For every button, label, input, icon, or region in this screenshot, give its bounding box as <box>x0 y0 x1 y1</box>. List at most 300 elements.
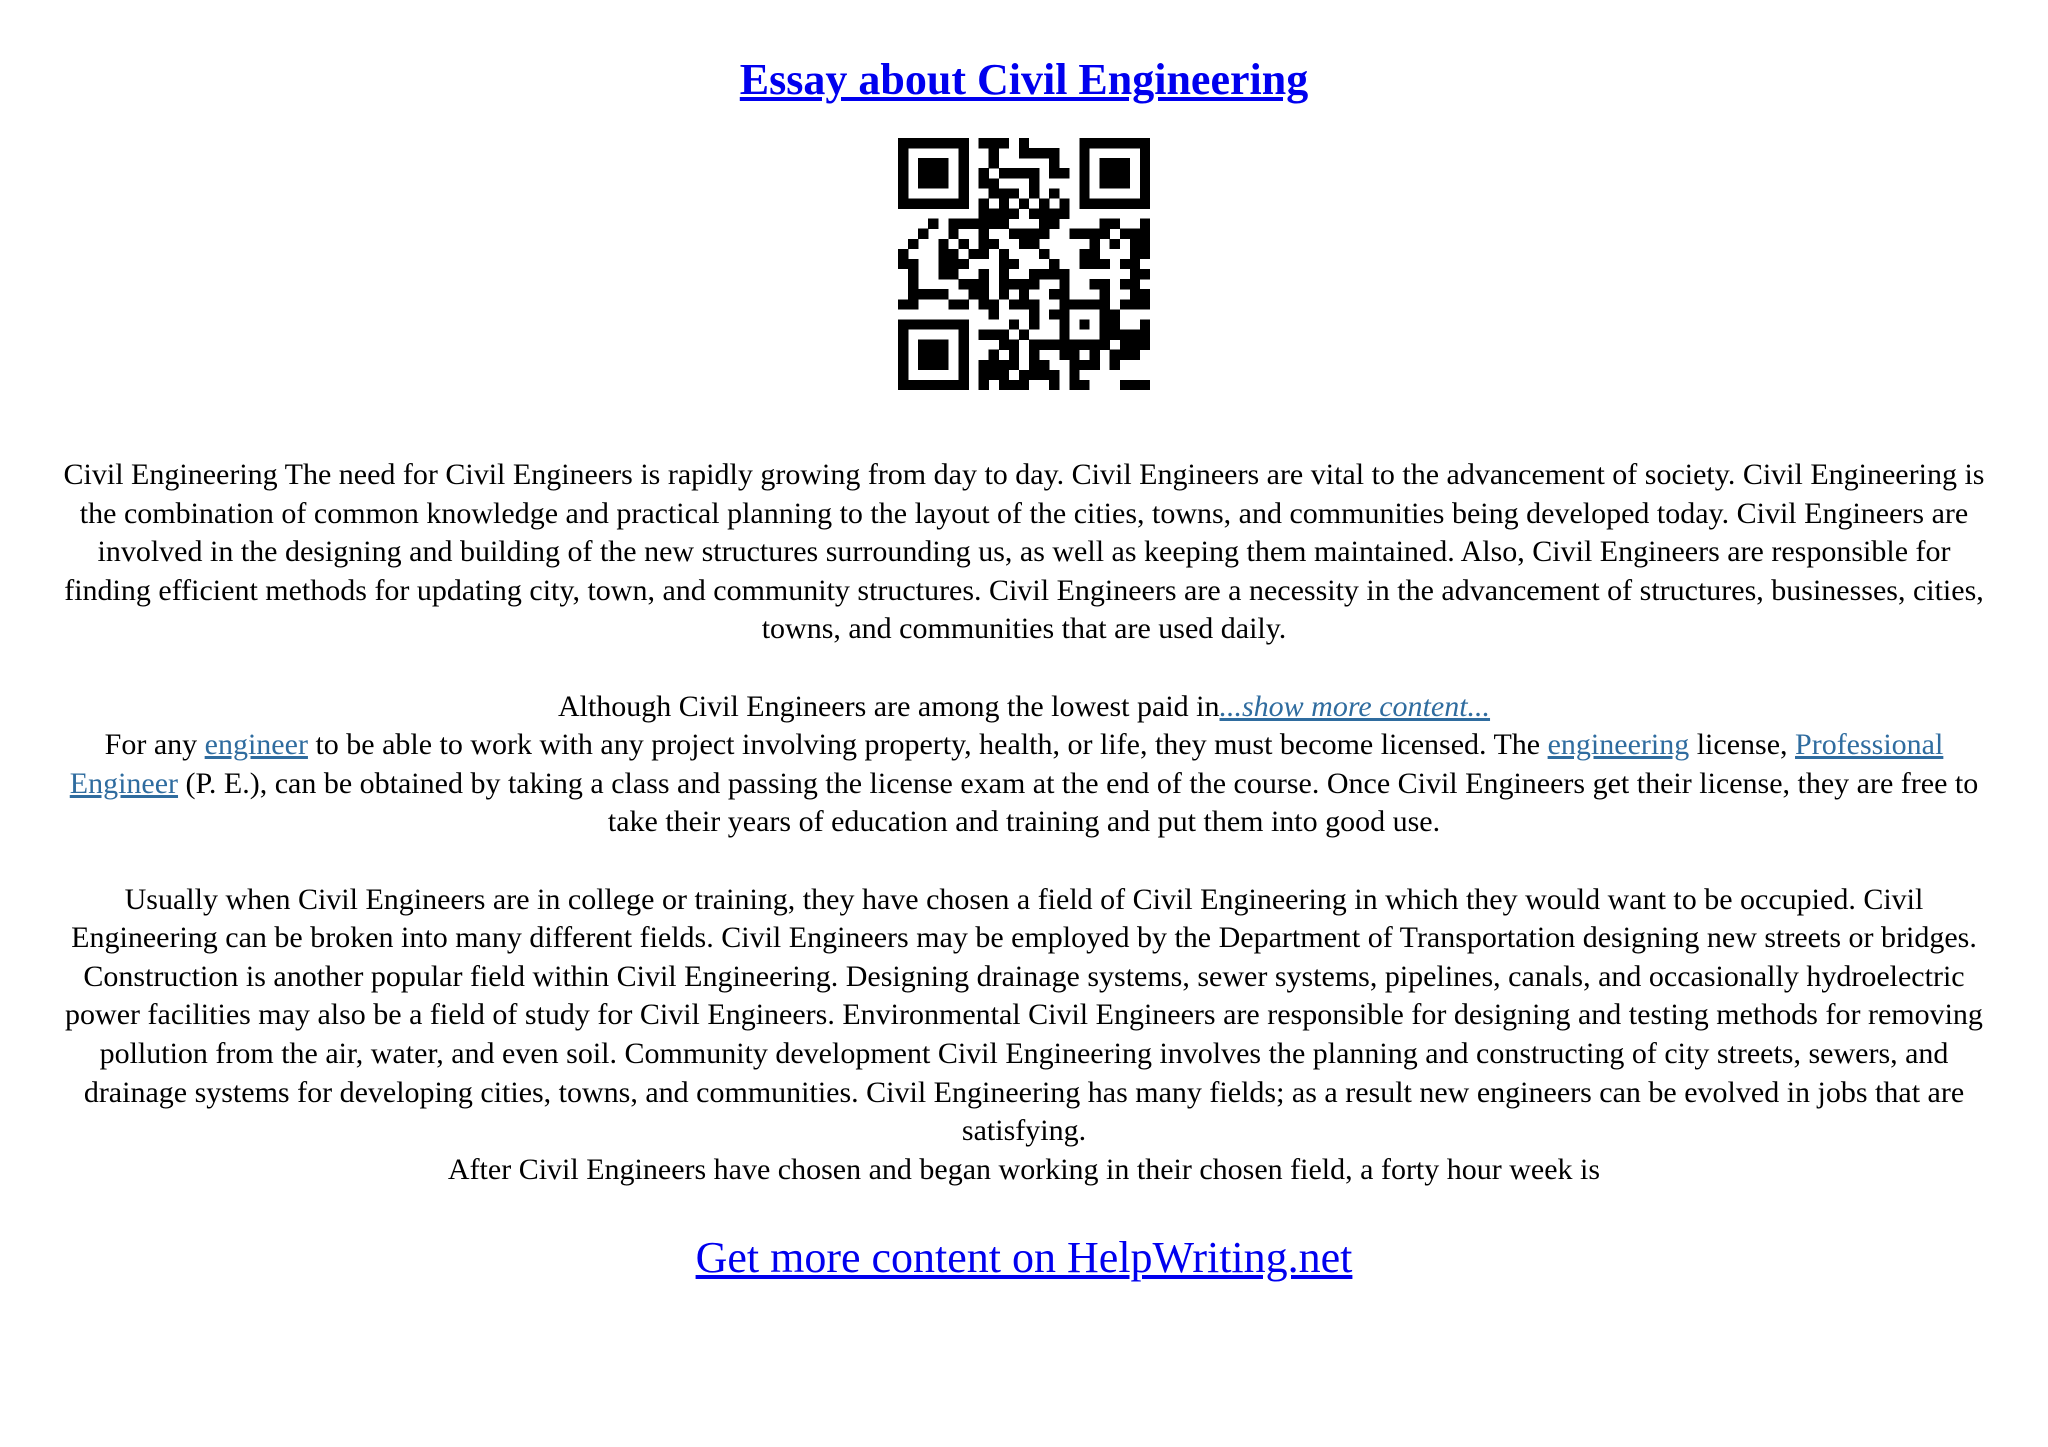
qr-module <box>989 158 999 168</box>
paragraph-gap <box>52 649 1996 688</box>
qr-module <box>989 148 999 158</box>
show-more-link[interactable]: ...show more content... <box>1219 689 1491 723</box>
qr-module <box>1140 239 1150 249</box>
qr-module <box>1100 158 1110 168</box>
qr-module <box>999 209 1009 219</box>
qr-module <box>989 188 999 198</box>
qr-module <box>1130 279 1140 289</box>
qr-module <box>1029 168 1039 178</box>
qr-module <box>989 330 999 340</box>
qr-module <box>918 229 928 239</box>
qr-module <box>908 138 918 148</box>
qr-module <box>1079 148 1089 158</box>
qr-module <box>928 289 938 299</box>
qr-module <box>1130 259 1140 269</box>
qr-module <box>969 219 979 229</box>
qr-module <box>1009 340 1019 350</box>
qr-module <box>1110 309 1120 319</box>
qr-module <box>979 360 989 370</box>
qr-module <box>928 319 938 329</box>
qr-module <box>1090 198 1100 208</box>
qr-module <box>1110 219 1120 229</box>
qr-module <box>958 188 968 198</box>
qr-module <box>1100 229 1110 239</box>
qr-module <box>1090 239 1100 249</box>
license-text-1: For any <box>104 728 205 762</box>
qr-module <box>999 259 1009 269</box>
qr-module <box>999 340 1009 350</box>
qr-module <box>1120 158 1130 168</box>
qr-module <box>898 158 908 168</box>
qr-module <box>938 158 948 168</box>
qr-module <box>1079 138 1089 148</box>
qr-module <box>1059 330 1069 340</box>
qr-module <box>1029 340 1039 350</box>
qr-module <box>908 380 918 390</box>
qr-module <box>1079 178 1089 188</box>
qr-module <box>999 360 1009 370</box>
qr-module <box>938 198 948 208</box>
qr-module <box>1059 168 1069 178</box>
qr-module <box>989 178 999 188</box>
qr-module <box>958 148 968 158</box>
qr-module <box>1059 209 1069 219</box>
qr-module <box>1140 249 1150 259</box>
qr-module <box>1100 340 1110 350</box>
qr-module <box>938 380 948 390</box>
qr-module <box>1120 330 1130 340</box>
qr-module <box>898 299 908 309</box>
qr-module <box>1110 138 1120 148</box>
qr-module <box>1059 279 1069 289</box>
qr-module <box>1069 340 1079 350</box>
qr-module <box>928 350 938 360</box>
qr-module <box>918 340 928 350</box>
qr-module <box>1029 269 1039 279</box>
qr-module <box>1019 138 1029 148</box>
qr-module <box>948 299 958 309</box>
qr-module <box>1100 259 1110 269</box>
qr-module <box>1090 340 1100 350</box>
qr-module <box>958 239 968 249</box>
qr-module <box>1120 350 1130 360</box>
qr-module <box>948 319 958 329</box>
qr-module <box>898 370 908 380</box>
license-text-4: (P. E.), can be obtained by taking a class and passing the license exam at the end of the course. Once Civil Engineers get their license, they are free to take their years of education and training and put them into good use. <box>178 766 1979 839</box>
qr-module <box>1029 360 1039 370</box>
qr-module <box>1130 330 1140 340</box>
qr-module <box>1079 198 1089 208</box>
qr-module <box>979 330 989 340</box>
qr-module <box>1130 198 1140 208</box>
qr-module <box>1079 249 1089 259</box>
qr-module <box>1069 370 1079 380</box>
get-more-content-link[interactable]: Get more content on HelpWriting.net <box>695 1233 1353 1282</box>
qr-module <box>918 138 928 148</box>
qr-module <box>979 299 989 309</box>
qr-module <box>948 380 958 390</box>
qr-module <box>1019 148 1029 158</box>
qr-module <box>1100 299 1110 309</box>
qr-module <box>958 138 968 148</box>
qr-module <box>1009 319 1019 329</box>
qr-module <box>898 138 908 148</box>
qr-module <box>1100 289 1110 299</box>
qr-module <box>1140 340 1150 350</box>
qr-module <box>938 138 948 148</box>
qr-module <box>958 299 968 309</box>
qr-module <box>979 198 989 208</box>
qr-module <box>898 380 908 390</box>
qr-module <box>1130 138 1140 148</box>
qr-module <box>999 380 1009 390</box>
qr-module <box>898 198 908 208</box>
qr-module <box>989 299 999 309</box>
qr-module <box>948 198 958 208</box>
qr-code-icon <box>898 138 1150 390</box>
qr-module <box>1079 299 1089 309</box>
qr-module <box>1049 209 1059 219</box>
qr-module <box>1029 299 1039 309</box>
qr-module <box>1039 249 1049 259</box>
essay-body <box>52 456 1996 1189</box>
qr-module <box>1009 168 1019 178</box>
qr-module <box>1029 209 1039 219</box>
qr-module <box>979 370 989 380</box>
qr-module <box>1049 188 1059 198</box>
qr-module <box>1059 198 1069 208</box>
qr-module <box>958 198 968 208</box>
qr-module <box>898 340 908 350</box>
qr-module <box>928 380 938 390</box>
qr-module <box>948 259 958 269</box>
qr-module <box>1039 219 1049 229</box>
qr-module <box>1039 340 1049 350</box>
qr-module <box>1009 209 1019 219</box>
qr-module <box>1120 299 1130 309</box>
qr-module <box>1029 279 1039 289</box>
qr-module <box>1009 360 1019 370</box>
qr-module <box>1130 229 1140 239</box>
qr-module <box>1049 168 1059 178</box>
qr-module <box>1140 168 1150 178</box>
qr-module <box>1009 350 1019 360</box>
qr-module <box>928 340 938 350</box>
paragraph-work-week: After Civil Engineers have chosen and began working in their chosen field, a forty hour week is <box>447 1152 1601 1186</box>
qr-module <box>1110 239 1120 249</box>
qr-module <box>928 138 938 148</box>
qr-module <box>979 249 989 259</box>
qr-module <box>979 269 989 279</box>
qr-module <box>1100 198 1110 208</box>
qr-module <box>999 289 1009 299</box>
qr-module <box>928 360 938 370</box>
qr-module <box>1019 239 1029 249</box>
qr-module <box>1100 319 1110 329</box>
qr-module <box>1090 259 1100 269</box>
qr-module <box>898 259 908 269</box>
qr-module <box>1090 138 1100 148</box>
qr-module <box>938 350 948 360</box>
qr-module <box>938 289 948 299</box>
qr-module <box>1029 319 1039 329</box>
qr-module <box>1009 259 1019 269</box>
qr-module <box>1140 299 1150 309</box>
qr-module <box>1009 279 1019 289</box>
qr-module <box>958 360 968 370</box>
qr-module <box>1110 360 1120 370</box>
qr-module <box>1019 330 1029 340</box>
qr-module <box>1049 380 1059 390</box>
professional-engineer-link[interactable]: Professional Engineer <box>69 728 1944 800</box>
qr-module <box>898 360 908 370</box>
qr-module <box>1029 229 1039 239</box>
qr-module <box>969 289 979 299</box>
qr-module <box>938 239 948 249</box>
qr-module <box>1100 168 1110 178</box>
qr-module <box>928 168 938 178</box>
qr-module <box>1079 168 1089 178</box>
qr-module <box>1019 279 1029 289</box>
qr-module <box>1029 178 1039 188</box>
qr-module <box>908 299 918 309</box>
qr-module <box>999 188 1009 198</box>
qr-module <box>1069 360 1079 370</box>
qr-module <box>958 370 968 380</box>
qr-module <box>1130 380 1140 390</box>
qr-module <box>898 350 908 360</box>
qr-module <box>1120 229 1130 239</box>
qr-module <box>918 289 928 299</box>
qr-module <box>1100 178 1110 188</box>
qr-module <box>979 239 989 249</box>
qr-module <box>948 249 958 259</box>
qr-module <box>1120 340 1130 350</box>
qr-module <box>1140 198 1150 208</box>
qr-module <box>1140 289 1150 299</box>
qr-module <box>1140 219 1150 229</box>
qr-module <box>989 138 999 148</box>
qr-module <box>928 178 938 188</box>
qr-module <box>958 319 968 329</box>
qr-module <box>1140 319 1150 329</box>
qr-module <box>938 319 948 329</box>
qr-module <box>908 279 918 289</box>
qr-module <box>1120 259 1130 269</box>
qr-module <box>1100 309 1110 319</box>
qr-module <box>908 259 918 269</box>
qr-module <box>948 219 958 229</box>
qr-module <box>938 340 948 350</box>
qr-module <box>999 168 1009 178</box>
qr-module <box>1120 138 1130 148</box>
qr-module <box>1019 198 1029 208</box>
qr-module <box>1049 259 1059 269</box>
qr-module <box>958 330 968 340</box>
qr-module <box>928 219 938 229</box>
qr-module <box>958 350 968 360</box>
qr-module <box>1019 168 1029 178</box>
qr-module <box>928 198 938 208</box>
qr-module <box>948 229 958 239</box>
qr-module <box>1019 380 1029 390</box>
qr-module <box>948 138 958 148</box>
qr-module <box>918 178 928 188</box>
qr-module <box>989 239 999 249</box>
qr-module <box>979 229 989 239</box>
qr-module <box>918 198 928 208</box>
paragraph-fields: Usually when Civil Engineers are in college or training, they have chosen a field of Civil Engineering in which they would want to be occupied. Civil Engineering can be broken into many different fields. Civil Engineers may be employed by the Department of Transportation designing new streets or bridges. Construction is another popular field within Civil Engineering. Designing drainage systems, sewer systems, pipelines, canals, and occasionally hydroelectric power facilities may also be a field of study for Civil Engineers. Environmental Civil Engineers are responsible for designing and testing methods for removing pollution from the air, water, and even soil. Community development Civil Engineering involves the planning and constructing of city streets, sewers, and drainage systems for developing cities, towns, and communities. Civil Engineering has many fields; as a result new engineers can be evolved in jobs that are satisfying. <box>65 882 1983 1148</box>
qr-module <box>1079 380 1089 390</box>
qr-module <box>1110 158 1120 168</box>
qr-module <box>989 370 999 380</box>
qr-module <box>1140 229 1150 239</box>
qr-module <box>1130 299 1140 309</box>
qr-module <box>938 269 948 279</box>
qr-module <box>1029 188 1039 198</box>
qr-module <box>1039 209 1049 219</box>
qr-module <box>1090 360 1100 370</box>
qr-module <box>958 219 968 229</box>
qr-module <box>1140 269 1150 279</box>
qr-module <box>958 168 968 178</box>
engineer-link[interactable]: engineer <box>204 728 308 762</box>
qr-module <box>979 138 989 148</box>
qr-module <box>1059 269 1069 279</box>
license-text-2: to be able to work with any project involving property, health, or life, they must become licensed. The <box>307 728 1548 762</box>
qr-module <box>918 380 928 390</box>
qr-module <box>1140 188 1150 198</box>
qr-module <box>1039 198 1049 208</box>
qr-module <box>898 330 908 340</box>
qr-module <box>989 360 999 370</box>
qr-module <box>999 269 1009 279</box>
qr-module <box>979 279 989 289</box>
qr-module <box>1019 289 1029 299</box>
qr-module <box>918 319 928 329</box>
qr-module <box>1140 138 1150 148</box>
qr-module <box>1140 178 1150 188</box>
qr-module <box>989 209 999 219</box>
qr-module <box>999 370 1009 380</box>
page-title <box>0 50 2048 110</box>
qr-module <box>979 289 989 299</box>
qr-module <box>1120 279 1130 289</box>
license-text-3: license, <box>1689 728 1796 762</box>
qr-module <box>1110 178 1120 188</box>
qr-module <box>1110 330 1120 340</box>
qr-module <box>1130 340 1140 350</box>
qr-module <box>1100 138 1110 148</box>
qr-module <box>938 178 948 188</box>
qr-module <box>1039 229 1049 239</box>
qr-module <box>999 219 1009 229</box>
paragraph-gap <box>52 842 1996 881</box>
qr-module <box>1130 269 1140 279</box>
qr-module <box>1019 299 1029 309</box>
qr-module <box>1039 370 1049 380</box>
paragraph-lead <box>52 688 1996 727</box>
qr-module <box>1009 229 1019 239</box>
qr-module <box>1130 239 1140 249</box>
qr-module <box>1090 229 1100 239</box>
qr-module <box>1120 168 1130 178</box>
paragraph-intro: Civil Engineering The need for Civil Engineers is rapidly growing from day to day. Civil Engineers are vital to the advancement of society. Civil Engineering is the combination of common knowledge and practical planning to the layout of the cities, towns, and communities being developed today. Civil Engineers are involved in the designing and building of the new structures surrounding us, as well as keeping them maintained. Also, Civil Engineers are responsible for finding efficient methods for updating city, town, and community structures. Civil Engineers are a necessity in the advancement of structures, businesses, cities, towns, and communities that are used daily. <box>63 458 1985 646</box>
qr-module <box>1079 360 1089 370</box>
qr-module <box>938 259 948 269</box>
qr-module <box>1019 229 1029 239</box>
qr-module <box>1090 299 1100 309</box>
qr-module <box>1029 350 1039 360</box>
qr-module <box>1069 229 1079 239</box>
qr-module <box>969 249 979 259</box>
qr-module <box>1110 198 1120 208</box>
qr-module <box>898 249 908 259</box>
qr-module <box>938 360 948 370</box>
qr-module <box>1120 380 1130 390</box>
qr-module <box>1130 249 1140 259</box>
qr-module <box>1140 330 1150 340</box>
qr-module <box>1100 279 1110 289</box>
qr-module <box>1049 289 1059 299</box>
qr-module <box>1130 289 1140 299</box>
qr-module <box>1069 380 1079 390</box>
qr-module <box>908 269 918 279</box>
qr-module <box>1110 319 1120 329</box>
qr-module <box>1140 158 1150 168</box>
qr-module <box>898 168 908 178</box>
qr-module <box>898 178 908 188</box>
qr-module <box>979 178 989 188</box>
qr-module <box>989 219 999 229</box>
qr-module <box>1100 219 1110 229</box>
qr-module <box>1029 239 1039 249</box>
qr-module <box>1029 148 1039 158</box>
qr-module <box>1110 168 1120 178</box>
qr-module <box>908 289 918 299</box>
qr-module <box>1090 350 1100 360</box>
qr-module <box>979 209 989 219</box>
qr-module <box>1059 340 1069 350</box>
qr-module <box>918 360 928 370</box>
qr-module <box>1079 188 1089 198</box>
qr-module <box>999 138 1009 148</box>
qr-module <box>1090 249 1100 259</box>
qr-module <box>918 350 928 360</box>
qr-module <box>1049 148 1059 158</box>
qr-module <box>1059 289 1069 299</box>
qr-module <box>1009 380 1019 390</box>
qr-module <box>999 198 1009 208</box>
qr-module <box>1069 350 1079 360</box>
title-link[interactable]: Essay about Civil Engineering <box>739 55 1309 104</box>
qr-module <box>999 279 1009 289</box>
qr-module <box>999 330 1009 340</box>
qr-module <box>948 269 958 279</box>
qr-module <box>1059 350 1069 360</box>
engineering-link[interactable]: engineering <box>1547 728 1690 762</box>
qr-module <box>1079 319 1089 329</box>
qr-module <box>979 380 989 390</box>
qr-module <box>1110 350 1120 360</box>
qr-module <box>1059 319 1069 329</box>
qr-module <box>958 340 968 350</box>
qr-module <box>1049 219 1059 229</box>
qr-module <box>1049 269 1059 279</box>
qr-module <box>1009 188 1019 198</box>
qr-module <box>1120 198 1130 208</box>
qr-module <box>989 350 999 360</box>
